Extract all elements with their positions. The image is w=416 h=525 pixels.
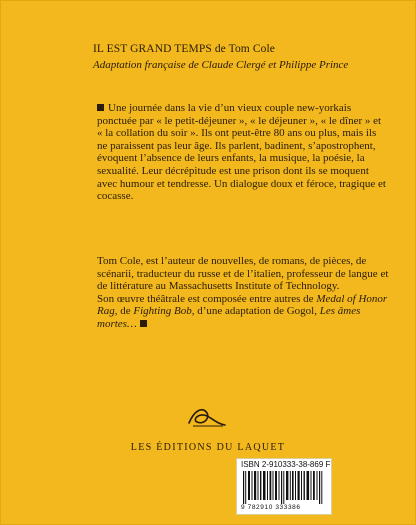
work-title: Fighting Bob [133,305,192,318]
end-square-icon [140,320,147,327]
publisher-name: LES ÉDITIONS DU LAQUET [130,442,286,453]
author-works [97,293,389,331]
works-intro: Son œuvre théâtrale est composée entre autres de [97,292,317,305]
barcode-panel [236,458,332,515]
book-author-credit: de Tom Cole [211,43,275,55]
book-title-line [93,43,275,55]
author-bio [97,255,389,331]
synopsis-text: Une journée dans la vie d’un vieux couple new-yorkais ponctuée par « le petit-déjeuner », « le déjeuner », « le dîner » et « la collation du soir ». Ils ont peut-être 80 ans ou plus, mais ils ne paraissent pas leur âge. Ils parlent, badinent, s’apostrophent, évoquent l’absence de leurs enfants, la musique, la poésie, la sexualité. Leur décrépitude est une prison dont ils se moquent avec humour et tendresse. Un dialogue doux et féroce, tragique et cocasse. [97,102,386,203]
price: 69 F [314,460,331,469]
work-title: Les âmes mortes… [97,305,361,330]
works-separator: , de [114,305,134,318]
publisher-logo-icon [187,405,227,429]
barcode-digits: 9 782910 333386 [241,504,301,511]
isbn-line [241,460,329,469]
work-title: Medal of Honor Rag [97,292,388,318]
isbn: ISBN 2-910333-38-8 [241,460,315,469]
author-bio-text: Tom Cole, est l’auteur de nouvelles, de romans, de pièces, de scénarii, traducteur du russe et de l’italien, professeur de langue et de littérature au Massachusetts Institute of Technology. [97,255,389,293]
book-title: IL EST GRAND TEMPS [93,43,212,55]
synopsis [97,102,389,203]
translation-credit: Adaptation française de Claude Clergé et Philippe Prince [93,59,349,71]
square-bullet-icon [97,104,104,111]
barcode-icon [241,471,329,504]
works-separator: , d’une adaptation de Gogol, [191,305,320,318]
